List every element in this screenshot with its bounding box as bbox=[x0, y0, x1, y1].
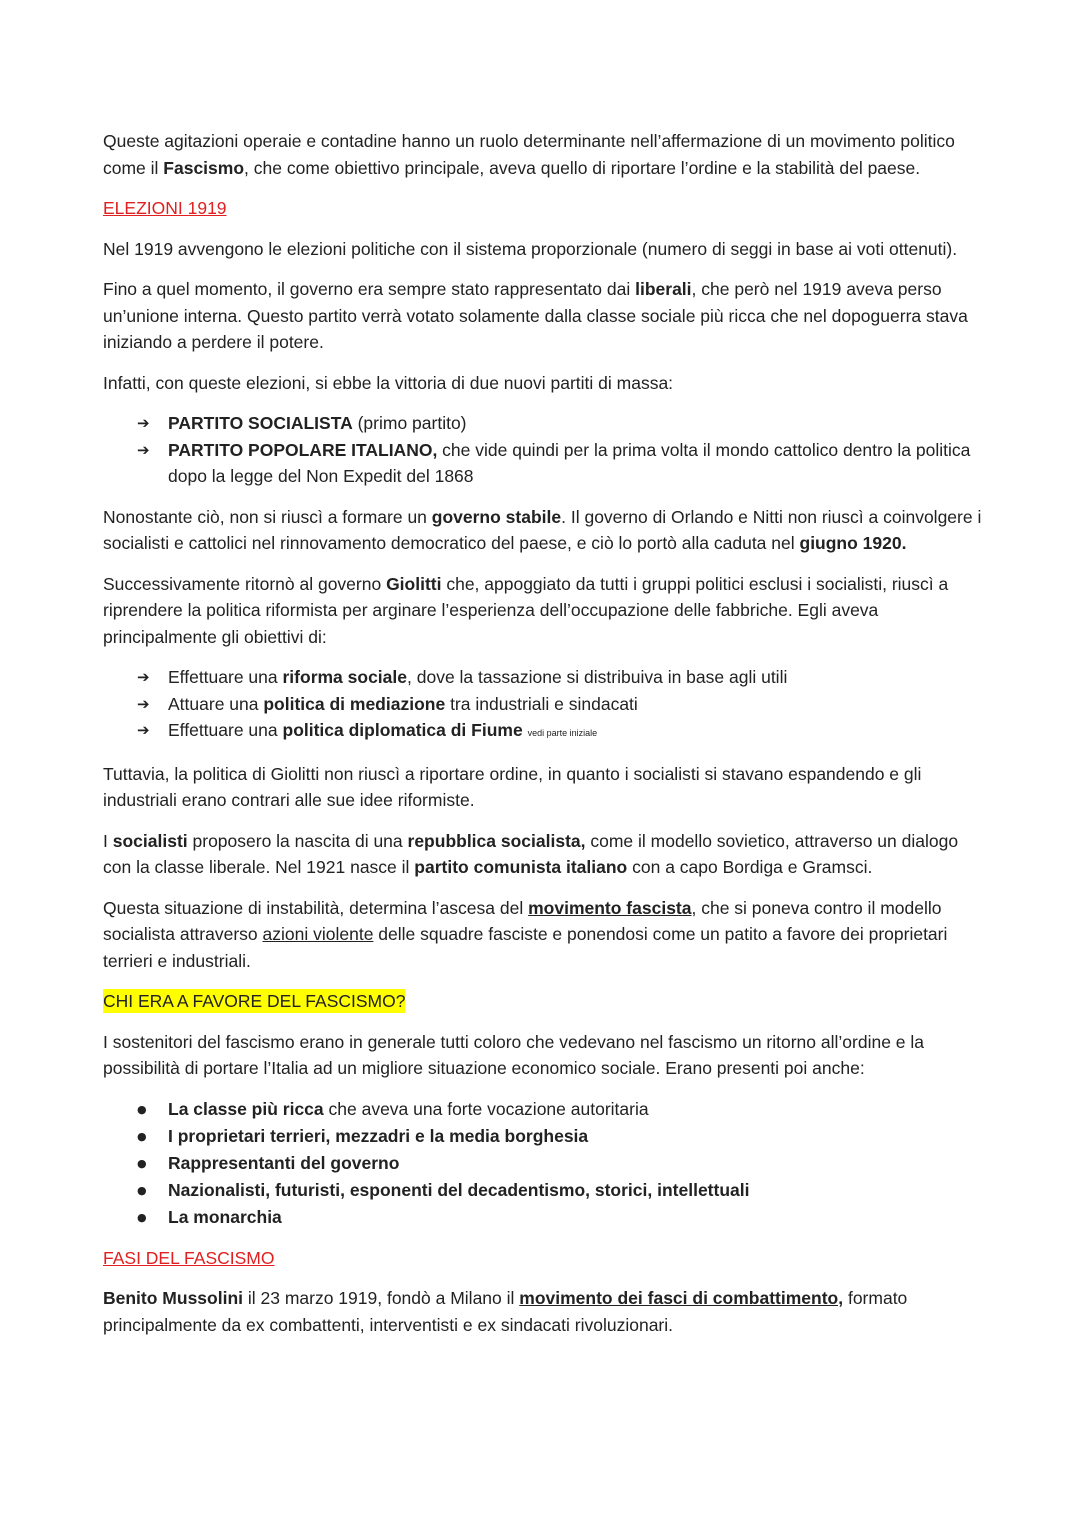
bold-underlined-text: movimento fascista bbox=[528, 897, 692, 918]
bold-text: riforma sociale bbox=[282, 667, 407, 687]
text: formato principalmente da ex combattenti, interventisti e ex sindacati rivoluzionari. bbox=[103, 1288, 908, 1335]
text: Successivamente ritornò al governo bbox=[103, 573, 387, 594]
paragraph-socialisti bbox=[103, 828, 983, 881]
bold-text: I proprietari terrieri, mezzadri e la media borghesia bbox=[168, 1125, 589, 1146]
bold-text: socialisti bbox=[112, 830, 188, 851]
text: I bbox=[103, 830, 113, 851]
text: come il modello sovietico, attraverso un dialogo con la classe liberale. Nel 1921 nasce il bbox=[103, 830, 959, 877]
text: Effettuare una bbox=[168, 720, 283, 740]
text: proposero la nascita di una bbox=[187, 830, 408, 851]
paragraph-vittoria: Infatti, con queste elezioni, si ebbe la vittoria di due nuovi partiti di massa: bbox=[103, 372, 674, 393]
bold-text: politica di mediazione bbox=[263, 693, 446, 714]
list-item bbox=[103, 437, 983, 490]
bold-text: governo stabile bbox=[431, 506, 562, 527]
list-item bbox=[103, 717, 983, 747]
bold-text: Benito Mussolini bbox=[103, 1288, 243, 1308]
list-item bbox=[103, 664, 983, 691]
text: , che come obiettivo principale, aveva quello di riportare l’ordine e la stabilità del paese. bbox=[244, 157, 921, 178]
bold-text: PARTITO SOCIALISTA bbox=[168, 413, 353, 433]
bold-text: La classe più ricca bbox=[168, 1098, 324, 1119]
paragraph-mussolini bbox=[103, 1285, 983, 1338]
text: . Il governo di Orlando e Nitti non riuscì a coinvolgere i socialisti e cattolici nel rinnovamento democratico del paese, e ciò lo portò alla caduta nel bbox=[103, 506, 982, 553]
text: Queste agitazioni operaie e contadine hanno un ruolo determinante nell’affermazione di un movimento politico come il bbox=[103, 131, 955, 178]
text: Effettuare una bbox=[168, 667, 283, 687]
list-item bbox=[103, 691, 983, 718]
section-heading: ELEZIONI 1919 bbox=[103, 198, 227, 218]
paragraph-sostenitori: I sostenitori del fascismo erano in generale tutti coloro che vedevano nel fascismo un ritorno all’ordine e la possibilità di portare l’Italia ad un migliore situazione economico sociale. Erano presenti poi anche: bbox=[103, 1031, 925, 1078]
bold-text: repubblica socialista, bbox=[407, 830, 586, 851]
list-item bbox=[103, 1096, 983, 1123]
text: che vide quindi per la prima volta il mondo cattolico dentro la politica dopo la legge del Non Expedit del 1868 bbox=[168, 439, 971, 486]
text: (primo partito) bbox=[352, 413, 467, 433]
bold-text: giugno 1920. bbox=[799, 533, 907, 553]
text: Nonostante ciò, non si riuscì a formare un bbox=[103, 506, 432, 527]
paragraph-agitazioni bbox=[103, 128, 983, 181]
section-heading: FASI DEL FASCISMO bbox=[103, 1247, 275, 1268]
list-item bbox=[103, 410, 983, 437]
text: il 23 marzo 1919, fondò a Milano il bbox=[243, 1288, 520, 1308]
bold-text: partito comunista italiano bbox=[414, 857, 628, 877]
text: Attuare una bbox=[168, 693, 264, 714]
list-item bbox=[103, 1150, 983, 1177]
paragraph-liberali bbox=[103, 276, 983, 356]
list-obiettivi bbox=[103, 664, 983, 747]
bold-text: liberali bbox=[635, 279, 692, 299]
heading-chi-era-a-favore bbox=[103, 988, 983, 1015]
section-heading-highlighted: CHI ERA A FAVORE DEL FASCISMO? bbox=[103, 991, 406, 1011]
bold-text: politica diplomatica di Fiume bbox=[282, 720, 523, 740]
text: , che però nel 1919 aveva perso un’unione interna. Questo partito verrà votato solamente dalla classe sociale più ricca che nel dopoguerra stava iniziando a perdere il potere. bbox=[103, 279, 968, 352]
text: Fino a quel momento, il governo era sempre stato rappresentato dai bbox=[103, 279, 636, 299]
document-page bbox=[103, 128, 983, 1352]
bold-text: Rappresentanti del governo bbox=[168, 1152, 400, 1173]
text: delle squadre fasciste e ponendosi come un patito a favore dei proprietari terrieri e industriali. bbox=[103, 924, 948, 971]
bold-text: La monarchia bbox=[168, 1206, 282, 1227]
text: Questa situazione di instabilità, determina l’ascesa del bbox=[103, 897, 529, 918]
text: tra industriali e sindacati bbox=[445, 693, 638, 714]
small-note: vedi parte iniziale bbox=[527, 728, 598, 738]
bold-text: Giolitti bbox=[386, 573, 442, 594]
heading-fasi-del-fascismo bbox=[103, 1245, 983, 1272]
underlined-text: azioni violente bbox=[262, 924, 374, 944]
bold-underlined-text: movimento dei fasci di combattimento, bbox=[519, 1288, 844, 1308]
bold-text: Nazionalisti, futuristi, esponenti del decadentismo, storici, intellettuali bbox=[168, 1179, 750, 1200]
list-item bbox=[103, 1123, 983, 1150]
bold-text: Fascismo bbox=[163, 157, 245, 178]
heading-elezioni-1919 bbox=[103, 195, 983, 222]
paragraph-giolitti bbox=[103, 571, 983, 651]
list-sostenitori bbox=[103, 1096, 983, 1231]
text: , che si poneva contro il modello socialista attraverso bbox=[103, 897, 942, 944]
text: che, appoggiato da tutti i gruppi politici esclusi i socialisti, riuscì a riprendere la politica riformista per arginare l’esperienza dell’occupazione delle fabbriche. Egli aveva principalmente gli obiettivi di: bbox=[103, 573, 949, 647]
list-item bbox=[103, 1177, 983, 1204]
paragraph-tuttavia: Tuttavia, la politica di Giolitti non riuscì a riportare ordine, in quanto i socialisti si stavano espandendo e gli industriali erano contrari alle sue idee riformiste. bbox=[103, 763, 922, 810]
list-partiti bbox=[103, 410, 983, 490]
list-item bbox=[103, 1204, 983, 1231]
text: , dove la tassazione si distribuiva in base agli utili bbox=[407, 667, 788, 687]
bold-text: PARTITO POPOLARE ITALIANO, bbox=[168, 439, 438, 460]
text: che aveva una forte vocazione autoritaria bbox=[323, 1098, 649, 1119]
paragraph-instabilita bbox=[103, 895, 983, 975]
paragraph-elezioni: Nel 1919 avvengono le elezioni politiche con il sistema proporzionale (numero di seggi in base ai voti ottenuti). bbox=[103, 238, 958, 259]
paragraph-governo-stabile bbox=[103, 504, 983, 557]
text: con a capo Bordiga e Gramsci. bbox=[627, 857, 873, 877]
